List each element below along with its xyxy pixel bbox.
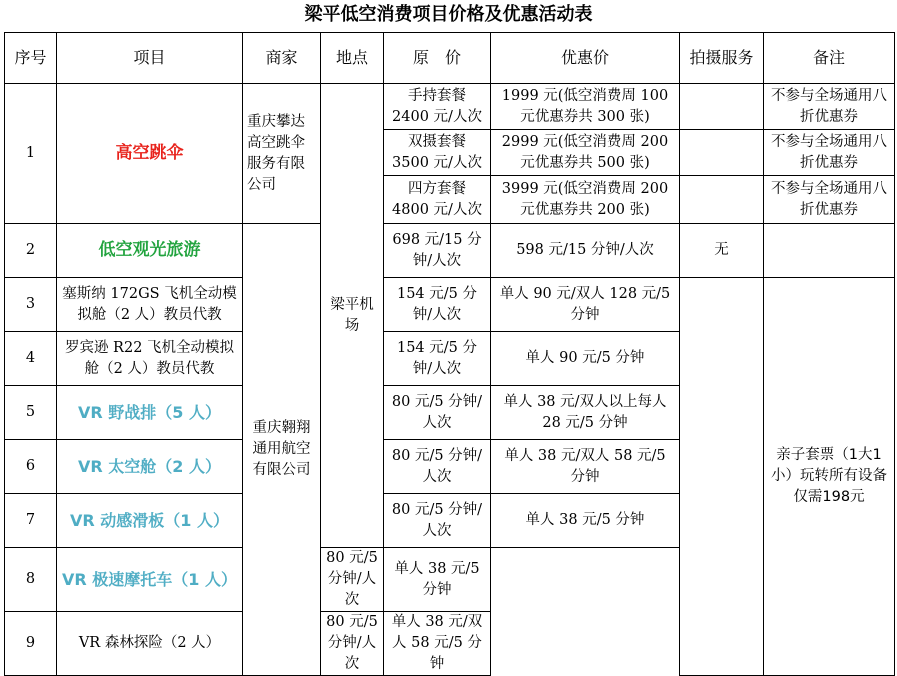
package-remark: 不参与全场通用八折优惠券 (764, 176, 895, 224)
row-original: 154 元/5 分钟/人次 (384, 332, 491, 386)
header-remark: 备注 (764, 33, 895, 84)
row-discount: 598 元/15 分钟/人次 (491, 224, 680, 278)
package-original: 手持套餐 2400 元/人次 (384, 84, 491, 130)
merchant-aviation: 重庆翱翔通用航空有限公司 (243, 224, 321, 676)
row-discount: 单人 38 元/双人 58 元/5 分钟 (491, 440, 680, 494)
row-discount: 单人 38 元/5 分钟 (384, 548, 491, 612)
package-original: 双摄套餐 3500 元/人次 (384, 130, 491, 176)
header-original-price: 原 价 (384, 33, 491, 84)
package-discount: 2999 元(低空消费周 200 元优惠券共 500 张) (491, 130, 680, 176)
row-item: 罗宾逊 R22 飞机全动模拟舱（2 人）教员代教 (57, 332, 243, 386)
row-discount: 单人 90 元/双人 128 元/5 分钟 (491, 278, 680, 332)
merchant-skydive: 重庆攀达高空跳伞服务有限公司 (243, 84, 321, 224)
row-discount: 单人 38 元/5 分钟 (491, 494, 680, 548)
table-row (5, 84, 895, 130)
photo-service-none: 无 (680, 224, 764, 278)
header-item: 项目 (57, 33, 243, 84)
row-no: 8 (5, 548, 57, 612)
package-discount: 3999 元(低空消费周 200 元优惠券共 200 张) (491, 176, 680, 224)
row-item: VR 森林探险（2 人） (57, 612, 243, 676)
header-photo-service: 拍摄服务 (680, 33, 764, 84)
row-no: 5 (5, 386, 57, 440)
row-no: 1 (5, 84, 57, 224)
row-original: 80 元/5 分钟/人次 (321, 612, 384, 676)
table-row (5, 224, 895, 278)
page-title: 梁平低空消费项目价格及优惠活动表 (304, 4, 593, 25)
row-original: 154 元/5 分钟/人次 (384, 278, 491, 332)
row-no: 2 (5, 224, 57, 278)
row-original: 80 元/5 分钟/人次 (384, 494, 491, 548)
row-original: 80 元/5 分钟/人次 (321, 548, 384, 612)
row-item: VR 野战排（5 人） (57, 386, 243, 440)
row-discount: 单人 38 元/双人 58 元/5 分钟 (384, 612, 491, 676)
header-location: 地点 (321, 33, 384, 84)
row-item: 塞斯纳 172GS 飞机全动模拟舱（2 人）教员代教 (57, 278, 243, 332)
row-no: 3 (5, 278, 57, 332)
package-original: 四方套餐 4800 元/人次 (384, 176, 491, 224)
row-item: VR 太空舱（2 人） (57, 440, 243, 494)
location-cell: 梁平机场 (321, 84, 384, 548)
row-discount: 单人 90 元/5 分钟 (491, 332, 680, 386)
row-discount: 单人 38 元/双人以上每人 28 元/5 分钟 (491, 386, 680, 440)
row-item: 高空跳伞 (57, 84, 243, 224)
price-table (4, 32, 895, 676)
header-discount-price: 优惠价 (491, 33, 680, 84)
row-item: 低空观光旅游 (57, 224, 243, 278)
table-row (5, 278, 895, 332)
header-no: 序号 (5, 33, 57, 84)
row-no: 6 (5, 440, 57, 494)
family-ticket-remark: 亲子套票（1大1小）玩转所有设备仅需198元 (764, 278, 895, 676)
row-item: VR 动感滑板（1 人） (57, 494, 243, 548)
row-original: 80 元/5 分钟/人次 (384, 440, 491, 494)
header-row (5, 33, 895, 84)
header-merchant: 商家 (243, 33, 321, 84)
photo-service-cell (680, 176, 764, 224)
photo-service-cell (680, 130, 764, 176)
package-discount: 1999 元(低空消费周 100 元优惠券共 300 张) (491, 84, 680, 130)
photo-service-cell (680, 84, 764, 130)
row-no: 9 (5, 612, 57, 676)
photo-service-cell (680, 278, 764, 676)
package-remark: 不参与全场通用八折优惠券 (764, 130, 895, 176)
row-item: VR 极速摩托车（1 人） (57, 548, 243, 612)
row-no: 7 (5, 494, 57, 548)
package-remark: 不参与全场通用八折优惠券 (764, 84, 895, 130)
row-no: 4 (5, 332, 57, 386)
remark-cell (764, 224, 895, 278)
row-original: 698 元/15 分钟/人次 (384, 224, 491, 278)
row-original: 80 元/5 分钟/人次 (384, 386, 491, 440)
